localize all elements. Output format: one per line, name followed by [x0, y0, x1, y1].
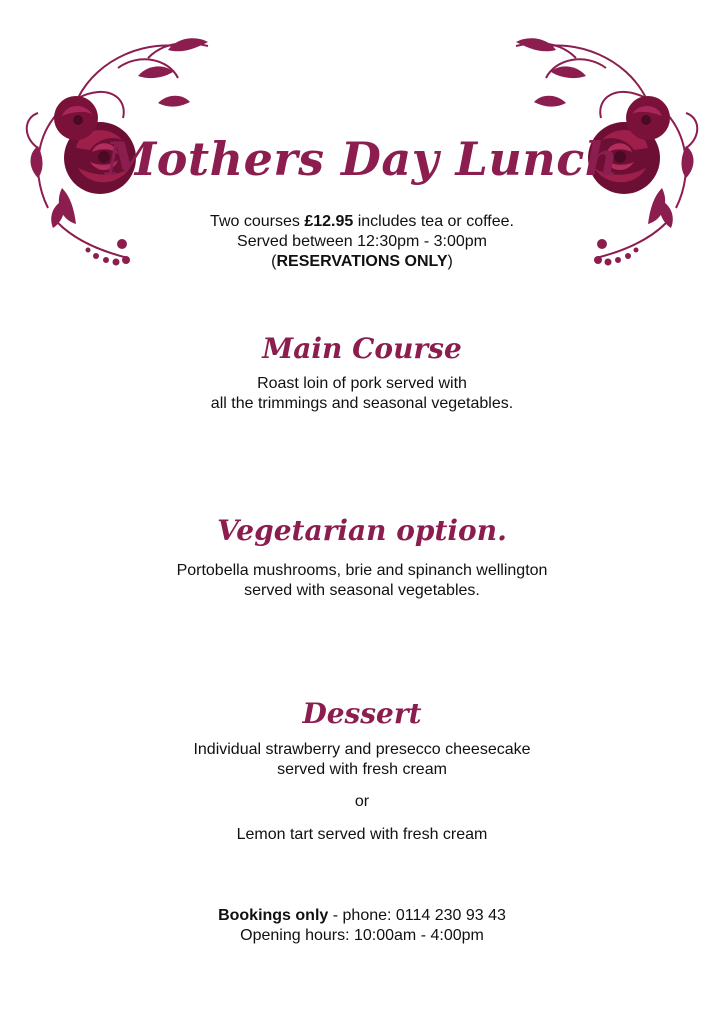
dessert-heading: Dessert: [302, 697, 422, 730]
dessert-option-2: Lemon tart served with fresh cream: [236, 826, 488, 843]
main-course-line-1: Roast loin of pork served with: [257, 375, 467, 392]
price: £12.95: [304, 213, 354, 230]
vegetarian-line-2: served with seasonal vegetables.: [244, 582, 480, 599]
bookings-line: [0, 906, 724, 926]
main-course-description: [0, 374, 724, 414]
intro-line-reservations: [0, 252, 724, 272]
vegetarian-description: [0, 561, 724, 601]
vegetarian-line-1: Portobella mushrooms, brie and spinanch wellington: [176, 562, 548, 579]
paren-close: ): [447, 253, 453, 270]
main-course-heading: Main Course: [262, 332, 462, 365]
dessert-option-1-line-1: Individual strawberry and presecco cheesecake: [193, 741, 531, 758]
intro-suffix: includes tea or coffee.: [353, 213, 514, 230]
intro-block: [0, 212, 724, 272]
opening-hours: Opening hours: 10:00am - 4:00pm: [240, 927, 484, 944]
phone-number: - phone: 0114 230 93 43: [328, 907, 506, 924]
footer-block: [0, 906, 724, 946]
dessert-option-1: [0, 740, 724, 780]
reservations-only: RESERVATIONS ONLY: [276, 253, 448, 270]
intro-prefix: Two courses: [210, 213, 305, 230]
menu-title: Mothers Day Lunch: [105, 132, 619, 186]
dessert-option-1-line-2: served with fresh cream: [277, 761, 447, 778]
intro-line-times: Served between 12:30pm - 3:00pm: [237, 233, 487, 250]
dessert-or: or: [354, 793, 370, 810]
paren-open: (: [271, 253, 277, 270]
bookings-only: Bookings only: [218, 907, 329, 924]
vegetarian-heading: Vegetarian option.: [217, 514, 507, 547]
intro-line-price: [0, 212, 724, 232]
main-course-line-2: all the trimmings and seasonal vegetables.: [210, 395, 514, 412]
